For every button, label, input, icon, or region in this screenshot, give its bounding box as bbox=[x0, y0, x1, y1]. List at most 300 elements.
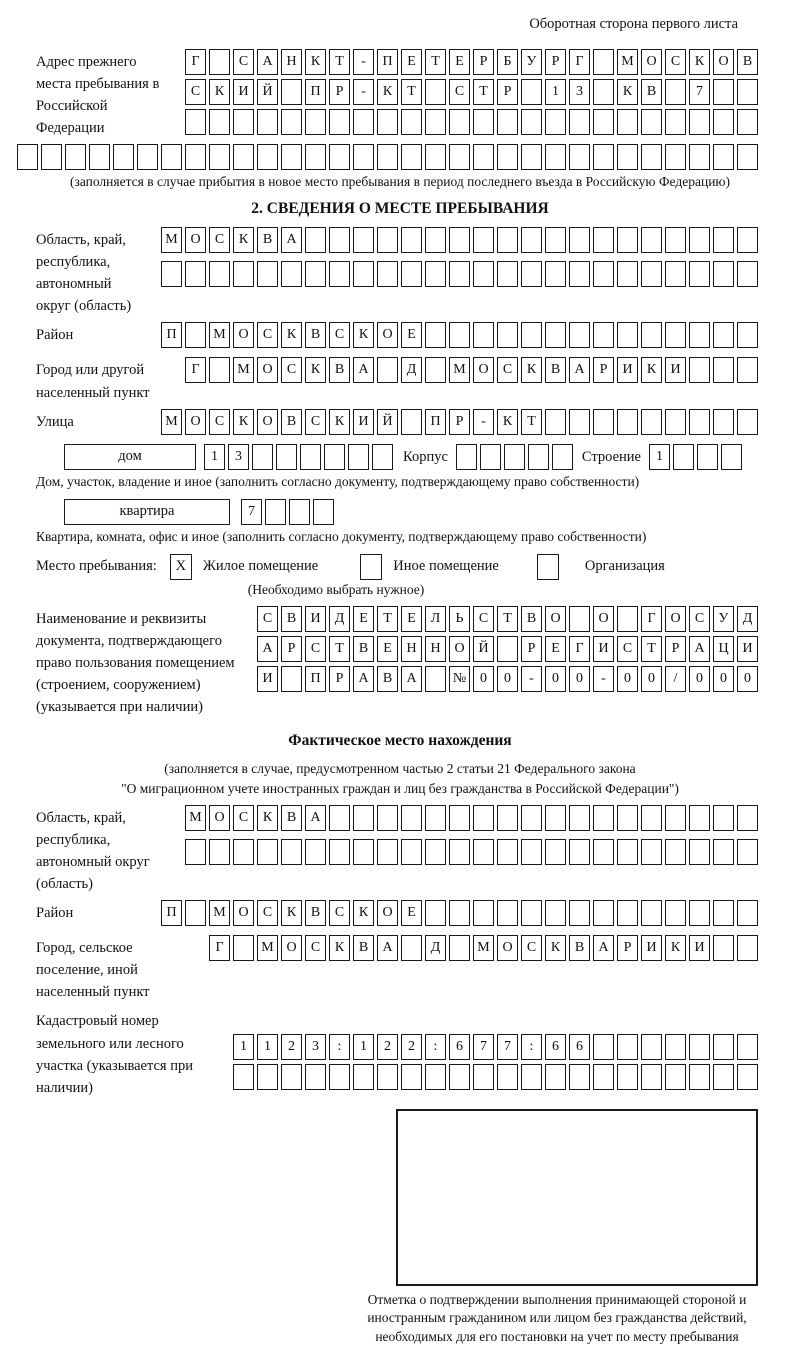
char-cell: К bbox=[689, 49, 710, 75]
char-cell: Й bbox=[257, 79, 278, 105]
char-cell: Г bbox=[185, 49, 206, 75]
char-cell: 0 bbox=[545, 666, 566, 692]
char-cell: : bbox=[425, 1034, 446, 1060]
char-cell: К bbox=[281, 900, 302, 926]
char-cell bbox=[593, 49, 614, 75]
char-cell: П bbox=[305, 79, 326, 105]
char-cell: С bbox=[497, 357, 518, 383]
char-cell bbox=[569, 144, 590, 170]
char-cell bbox=[545, 144, 566, 170]
char-cell: Г bbox=[209, 935, 230, 961]
char-cell: О bbox=[497, 935, 518, 961]
char-cell: Б bbox=[497, 49, 518, 75]
char-cell: 1 bbox=[353, 1034, 374, 1060]
char-cell: В bbox=[281, 606, 302, 632]
char-cell: О bbox=[257, 357, 278, 383]
prev-address-row-1 bbox=[170, 49, 758, 75]
char-cell bbox=[689, 357, 710, 383]
char-cell: Р bbox=[329, 666, 350, 692]
field-city bbox=[36, 357, 758, 403]
char-cell bbox=[569, 839, 590, 865]
char-cell bbox=[377, 839, 398, 865]
char-cell bbox=[449, 900, 470, 926]
char-cell bbox=[521, 79, 542, 105]
char-cell bbox=[473, 109, 494, 135]
char-cell bbox=[401, 1064, 422, 1090]
char-cell: М bbox=[617, 49, 638, 75]
stamp-area bbox=[356, 1109, 758, 1347]
char-cell: Р bbox=[593, 357, 614, 383]
char-cell: В bbox=[521, 606, 542, 632]
char-cell bbox=[689, 322, 710, 348]
char-cell bbox=[473, 1064, 494, 1090]
char-cell bbox=[545, 409, 566, 435]
char-cell: А bbox=[353, 666, 374, 692]
char-cell bbox=[185, 322, 206, 348]
char-cell bbox=[425, 357, 446, 383]
char-cell: - bbox=[593, 666, 614, 692]
char-cell: 7 bbox=[497, 1034, 518, 1060]
char-cell bbox=[425, 109, 446, 135]
char-cell bbox=[641, 409, 662, 435]
char-cell bbox=[737, 227, 758, 253]
char-cell: Г bbox=[569, 636, 590, 662]
char-cell bbox=[737, 839, 758, 865]
char-cell bbox=[545, 227, 566, 253]
document-label: Наименование и реквизиты документа, подтверждающего право пользования помещением (строением, сооружением) (указывается при наличии) bbox=[36, 610, 235, 716]
char-cell: 6 bbox=[449, 1034, 470, 1060]
char-cell: А bbox=[401, 666, 422, 692]
char-cell bbox=[161, 261, 182, 287]
char-cell bbox=[425, 1064, 446, 1090]
char-cell bbox=[257, 1064, 278, 1090]
char-cell bbox=[713, 357, 734, 383]
char-cell: В bbox=[353, 636, 374, 662]
char-cell bbox=[209, 144, 230, 170]
prev-address-row-4 bbox=[14, 144, 758, 170]
char-cell: К bbox=[497, 409, 518, 435]
char-cell: С bbox=[521, 935, 542, 961]
char-cell bbox=[41, 144, 62, 170]
field-actual-city bbox=[36, 935, 758, 1003]
char-cell bbox=[593, 144, 614, 170]
char-cell: 1 bbox=[649, 444, 670, 470]
char-cell: 3 bbox=[569, 79, 590, 105]
char-cell bbox=[569, 227, 590, 253]
char-cell: 0 bbox=[473, 666, 494, 692]
actual-region-label: Область, край, республика, автономный округ (область) bbox=[36, 810, 150, 893]
char-cell bbox=[641, 227, 662, 253]
field-house bbox=[0, 444, 800, 470]
char-cell bbox=[401, 805, 422, 831]
option-organization-label: Организация bbox=[584, 558, 665, 575]
char-cell bbox=[721, 444, 742, 470]
prev-address-caption: (заполняется в случае прибытия в новое место пребывания в период последнего въезда в Российскую Федерацию) bbox=[69, 174, 731, 190]
char-cell: С bbox=[329, 322, 350, 348]
char-cell bbox=[617, 109, 638, 135]
char-cell bbox=[305, 839, 326, 865]
char-cell bbox=[569, 606, 590, 632]
char-cell bbox=[17, 144, 38, 170]
char-cell bbox=[281, 1064, 302, 1090]
char-cell bbox=[617, 322, 638, 348]
char-cell bbox=[665, 227, 686, 253]
char-cell bbox=[252, 444, 273, 470]
char-cell bbox=[593, 1034, 614, 1060]
char-cell: О bbox=[281, 935, 302, 961]
char-cell bbox=[480, 444, 501, 470]
char-cell bbox=[473, 839, 494, 865]
char-cell: Р bbox=[473, 49, 494, 75]
char-cell bbox=[257, 144, 278, 170]
field-district bbox=[36, 322, 758, 352]
char-cell bbox=[449, 805, 470, 831]
stamp-box bbox=[396, 1109, 758, 1286]
house-caption: Дом, участок, владение и иное (заполнить согласно документу, подтверждающему право собственности) bbox=[36, 473, 640, 489]
char-cell bbox=[281, 109, 302, 135]
char-cell bbox=[545, 261, 566, 287]
char-cell bbox=[737, 109, 758, 135]
char-cell bbox=[665, 900, 686, 926]
char-cell: 1 bbox=[233, 1034, 254, 1060]
char-cell bbox=[497, 839, 518, 865]
char-cell: - bbox=[521, 666, 542, 692]
char-cell bbox=[689, 839, 710, 865]
char-cell bbox=[737, 1064, 758, 1090]
char-cell: Д bbox=[737, 606, 758, 632]
char-cell: С bbox=[209, 409, 230, 435]
char-cell bbox=[521, 805, 542, 831]
char-cell: Е bbox=[449, 49, 470, 75]
char-cell bbox=[449, 227, 470, 253]
char-cell: Ь bbox=[449, 606, 470, 632]
char-cell: А bbox=[353, 357, 374, 383]
char-cell bbox=[665, 79, 686, 105]
char-cell: 1 bbox=[204, 444, 225, 470]
char-cell bbox=[689, 227, 710, 253]
district-row bbox=[148, 322, 758, 348]
char-cell bbox=[545, 109, 566, 135]
char-cell bbox=[713, 261, 734, 287]
char-cell: О bbox=[209, 805, 230, 831]
char-cell: В bbox=[569, 935, 590, 961]
char-cell: И bbox=[257, 666, 278, 692]
char-cell bbox=[713, 409, 734, 435]
char-cell bbox=[425, 144, 446, 170]
char-cell bbox=[689, 1064, 710, 1090]
field-stay-type bbox=[0, 554, 800, 580]
char-cell: Р bbox=[281, 636, 302, 662]
char-cell bbox=[209, 109, 230, 135]
char-cell bbox=[713, 322, 734, 348]
char-cell bbox=[713, 1064, 734, 1090]
char-cell: С bbox=[473, 606, 494, 632]
char-cell bbox=[737, 935, 758, 961]
char-cell: К bbox=[233, 227, 254, 253]
char-cell bbox=[425, 261, 446, 287]
char-cell bbox=[449, 839, 470, 865]
char-cell bbox=[473, 322, 494, 348]
char-cell: Р bbox=[329, 79, 350, 105]
char-cell bbox=[665, 1034, 686, 1060]
char-cell: В bbox=[305, 900, 326, 926]
char-cell: К bbox=[329, 935, 350, 961]
char-cell bbox=[545, 322, 566, 348]
prev-address-row-3 bbox=[170, 109, 758, 135]
char-cell bbox=[713, 805, 734, 831]
char-cell: У bbox=[713, 606, 734, 632]
char-cell bbox=[497, 144, 518, 170]
house-widebox: дом bbox=[64, 444, 196, 470]
char-cell bbox=[665, 322, 686, 348]
char-cell: Т bbox=[329, 636, 350, 662]
prev-address-label: Адрес прежнего места пребывания в Российской Федерации bbox=[36, 54, 160, 137]
char-cell bbox=[449, 109, 470, 135]
char-cell: Т bbox=[401, 79, 422, 105]
char-cell bbox=[425, 322, 446, 348]
char-cell bbox=[313, 499, 334, 525]
char-cell: О bbox=[473, 357, 494, 383]
char-cell bbox=[665, 409, 686, 435]
char-cell bbox=[449, 1064, 470, 1090]
char-cell bbox=[65, 144, 86, 170]
char-cell bbox=[641, 261, 662, 287]
stay-type-caption: (Необходимо выбрать нужное) bbox=[247, 581, 425, 597]
char-cell: С bbox=[281, 357, 302, 383]
char-cell bbox=[329, 227, 350, 253]
char-cell bbox=[233, 109, 254, 135]
char-cell: К bbox=[353, 900, 374, 926]
char-cell: В bbox=[377, 666, 398, 692]
char-cell bbox=[737, 805, 758, 831]
char-cell bbox=[617, 805, 638, 831]
char-cell bbox=[593, 805, 614, 831]
char-cell bbox=[401, 144, 422, 170]
char-cell: 0 bbox=[641, 666, 662, 692]
document-row-2 bbox=[244, 636, 758, 662]
char-cell: Н bbox=[401, 636, 422, 662]
page-side-note: Оборотная сторона первого листа bbox=[529, 16, 738, 32]
char-cell: В bbox=[545, 357, 566, 383]
char-cell bbox=[377, 261, 398, 287]
char-cell bbox=[545, 1064, 566, 1090]
char-cell: Н bbox=[281, 49, 302, 75]
char-cell: К bbox=[257, 805, 278, 831]
district-label: Район bbox=[36, 327, 74, 344]
char-cell bbox=[665, 1064, 686, 1090]
char-cell bbox=[528, 444, 549, 470]
cadastre-row-2 bbox=[201, 1064, 758, 1090]
char-cell bbox=[617, 144, 638, 170]
char-cell bbox=[665, 144, 686, 170]
char-cell: - bbox=[473, 409, 494, 435]
char-cell: С bbox=[185, 79, 206, 105]
char-cell bbox=[377, 227, 398, 253]
char-cell bbox=[353, 144, 374, 170]
char-cell bbox=[665, 261, 686, 287]
char-cell: И bbox=[641, 935, 662, 961]
korpus-cells bbox=[453, 444, 573, 470]
char-cell bbox=[257, 109, 278, 135]
char-cell: С bbox=[233, 805, 254, 831]
char-cell: : bbox=[329, 1034, 350, 1060]
char-cell bbox=[521, 839, 542, 865]
checkbox-other-premises[interactable] bbox=[360, 554, 382, 580]
char-cell: М bbox=[473, 935, 494, 961]
char-cell: Т bbox=[377, 606, 398, 632]
stroenie-label: Строение bbox=[581, 448, 641, 465]
char-cell: П bbox=[161, 322, 182, 348]
char-cell bbox=[456, 444, 477, 470]
char-cell bbox=[401, 839, 422, 865]
char-cell bbox=[617, 409, 638, 435]
char-cell bbox=[713, 900, 734, 926]
char-cell bbox=[377, 1064, 398, 1090]
char-cell: О bbox=[449, 636, 470, 662]
char-cell bbox=[689, 900, 710, 926]
char-cell bbox=[473, 144, 494, 170]
char-cell bbox=[281, 144, 302, 170]
char-cell: К bbox=[281, 322, 302, 348]
char-cell: П bbox=[305, 666, 326, 692]
char-cell bbox=[617, 1064, 638, 1090]
char-cell: Т bbox=[497, 606, 518, 632]
char-cell bbox=[593, 109, 614, 135]
char-cell bbox=[185, 109, 206, 135]
char-cell bbox=[697, 444, 718, 470]
char-cell bbox=[689, 1034, 710, 1060]
char-cell bbox=[289, 499, 310, 525]
char-cell: Р bbox=[497, 79, 518, 105]
char-cell: / bbox=[665, 666, 686, 692]
char-cell bbox=[737, 144, 758, 170]
char-cell: Е bbox=[401, 900, 422, 926]
char-cell bbox=[353, 109, 374, 135]
char-cell bbox=[673, 444, 694, 470]
char-cell: 0 bbox=[689, 666, 710, 692]
char-cell bbox=[233, 935, 254, 961]
char-cell: 2 bbox=[281, 1034, 302, 1060]
char-cell: 0 bbox=[713, 666, 734, 692]
char-cell bbox=[305, 1064, 326, 1090]
char-cell bbox=[473, 900, 494, 926]
checkbox-organization[interactable] bbox=[537, 554, 559, 580]
char-cell bbox=[473, 227, 494, 253]
actual-region-row-1 bbox=[171, 805, 758, 831]
char-cell bbox=[593, 839, 614, 865]
char-cell bbox=[449, 144, 470, 170]
char-cell: В bbox=[305, 322, 326, 348]
char-cell: П bbox=[377, 49, 398, 75]
char-cell bbox=[233, 144, 254, 170]
char-cell bbox=[617, 839, 638, 865]
char-cell bbox=[737, 261, 758, 287]
char-cell: М bbox=[209, 900, 230, 926]
char-cell bbox=[185, 839, 206, 865]
char-cell bbox=[521, 261, 542, 287]
char-cell: О bbox=[233, 322, 254, 348]
char-cell: Т bbox=[425, 49, 446, 75]
char-cell bbox=[276, 444, 297, 470]
char-cell: Г bbox=[641, 606, 662, 632]
char-cell: М bbox=[161, 227, 182, 253]
korpus-label: Корпус bbox=[403, 448, 448, 465]
char-cell bbox=[233, 839, 254, 865]
actual-district-row bbox=[148, 900, 758, 926]
actual-city-row bbox=[198, 935, 758, 961]
char-cell bbox=[329, 839, 350, 865]
char-cell bbox=[617, 1034, 638, 1060]
region-label: Область, край, республика, автономный округ (область) bbox=[36, 232, 132, 315]
char-cell bbox=[185, 261, 206, 287]
char-cell: Р bbox=[449, 409, 470, 435]
char-cell: И bbox=[737, 636, 758, 662]
char-cell: М bbox=[257, 935, 278, 961]
char-cell: Т bbox=[641, 636, 662, 662]
char-cell: Е bbox=[545, 636, 566, 662]
char-cell bbox=[257, 261, 278, 287]
char-cell: К bbox=[641, 357, 662, 383]
char-cell bbox=[737, 357, 758, 383]
char-cell bbox=[617, 227, 638, 253]
char-cell: М bbox=[185, 805, 206, 831]
char-cell: В bbox=[641, 79, 662, 105]
stamp-caption: Отметка о подтверждении выполнения принимающей стороной и иностранным гражданином или лицом без гражданства действий, необходимых для его постановки на учет по месту пребывания bbox=[367, 1291, 747, 1345]
char-cell: О bbox=[545, 606, 566, 632]
char-cell: К bbox=[665, 935, 686, 961]
char-cell: Е bbox=[353, 606, 374, 632]
char-cell: В bbox=[737, 49, 758, 75]
char-cell bbox=[689, 805, 710, 831]
char-cell: О bbox=[185, 409, 206, 435]
char-cell bbox=[689, 144, 710, 170]
char-cell bbox=[641, 1064, 662, 1090]
char-cell bbox=[300, 444, 321, 470]
char-cell bbox=[497, 805, 518, 831]
char-cell bbox=[377, 805, 398, 831]
char-cell: С bbox=[257, 900, 278, 926]
char-cell bbox=[713, 79, 734, 105]
char-cell bbox=[737, 409, 758, 435]
checkbox-residential[interactable]: X bbox=[170, 554, 192, 580]
char-cell bbox=[689, 261, 710, 287]
char-cell bbox=[185, 900, 206, 926]
char-cell: Е bbox=[401, 49, 422, 75]
char-cell bbox=[377, 144, 398, 170]
field-apartment bbox=[0, 499, 800, 525]
char-cell: Р bbox=[521, 636, 542, 662]
char-cell bbox=[521, 900, 542, 926]
char-cell: Г bbox=[569, 49, 590, 75]
field-actual-region bbox=[36, 805, 758, 895]
char-cell bbox=[689, 109, 710, 135]
char-cell: И bbox=[593, 636, 614, 662]
char-cell bbox=[425, 900, 446, 926]
char-cell: О bbox=[377, 900, 398, 926]
char-cell bbox=[265, 499, 286, 525]
char-cell: 0 bbox=[617, 666, 638, 692]
stay-type-label: Место пребывания: bbox=[36, 558, 157, 575]
char-cell bbox=[713, 109, 734, 135]
char-cell bbox=[209, 839, 230, 865]
street-row bbox=[148, 409, 758, 435]
char-cell bbox=[689, 409, 710, 435]
char-cell: 3 bbox=[228, 444, 249, 470]
char-cell bbox=[713, 839, 734, 865]
char-cell bbox=[113, 144, 134, 170]
char-cell: Д bbox=[329, 606, 350, 632]
char-cell bbox=[593, 261, 614, 287]
